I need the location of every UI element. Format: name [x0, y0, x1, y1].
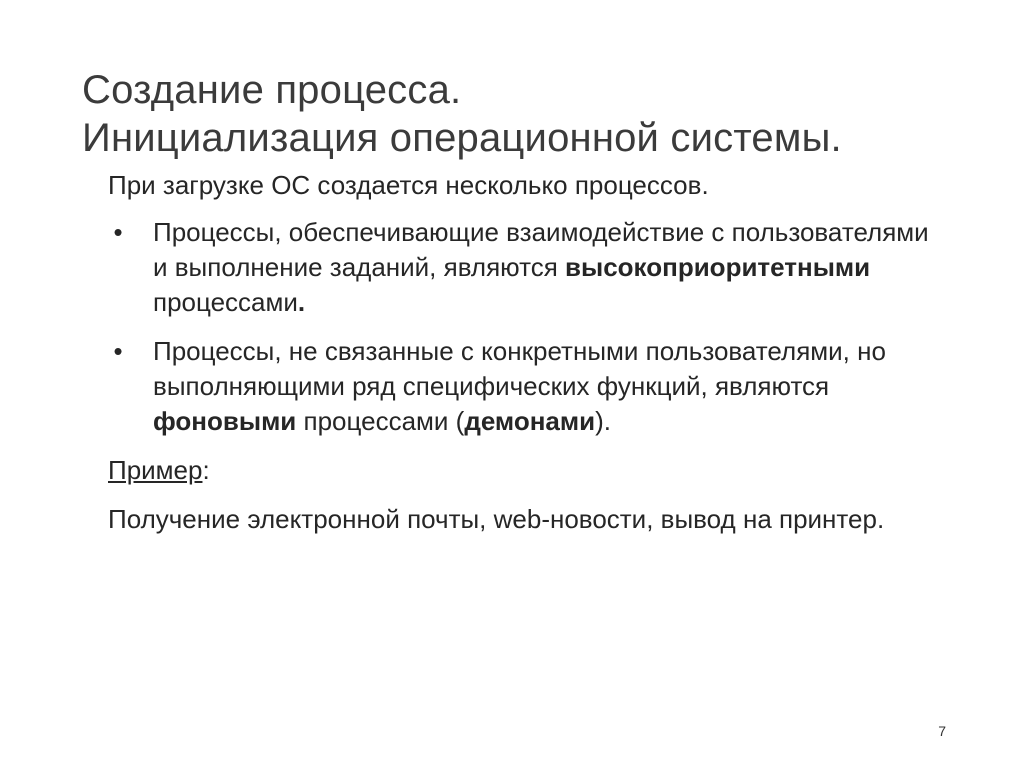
- bullet-icon: •: [113, 217, 123, 247]
- bullet-text-middle: процессами (: [296, 406, 465, 436]
- bullet-text-end: ).: [595, 406, 611, 436]
- bullet-item-background: [108, 334, 938, 439]
- bullet-icon: •: [113, 336, 123, 366]
- example-text: Получение электронной почты, web-новости, вывод на принтер.: [108, 504, 885, 534]
- slide-title-line-1: Создание процесса.: [82, 68, 462, 112]
- bullet-text-bold-2: демонами: [464, 406, 596, 436]
- slide-body: [108, 168, 938, 551]
- bullet-text-end: процессами: [153, 287, 298, 317]
- page-number: 7: [938, 723, 946, 739]
- bullet-item-high-priority: [108, 215, 938, 320]
- example-label: Пример: [108, 455, 203, 485]
- slide-title-line-2: Инициализация операционной системы.: [82, 116, 842, 160]
- example-label-paragraph: [108, 453, 938, 488]
- bullet-text-start: Процессы, обеспечивающие взаимодействие с пользователями и выполнение заданий, являются: [153, 217, 929, 282]
- example-colon: :: [202, 455, 210, 485]
- bullet-text-bold: высокоприоритетными: [565, 252, 871, 282]
- intro-paragraph: При загрузке ОС создается несколько процессов.: [108, 170, 709, 200]
- bullet-text-bold: фоновыми: [153, 406, 297, 436]
- bullet-text-period: .: [297, 287, 306, 317]
- bullet-text-start: Процессы, не связанные с конкретными пользователями, но выполняющими ряд специфических функций, являются: [153, 336, 886, 401]
- slide-title: [82, 66, 982, 162]
